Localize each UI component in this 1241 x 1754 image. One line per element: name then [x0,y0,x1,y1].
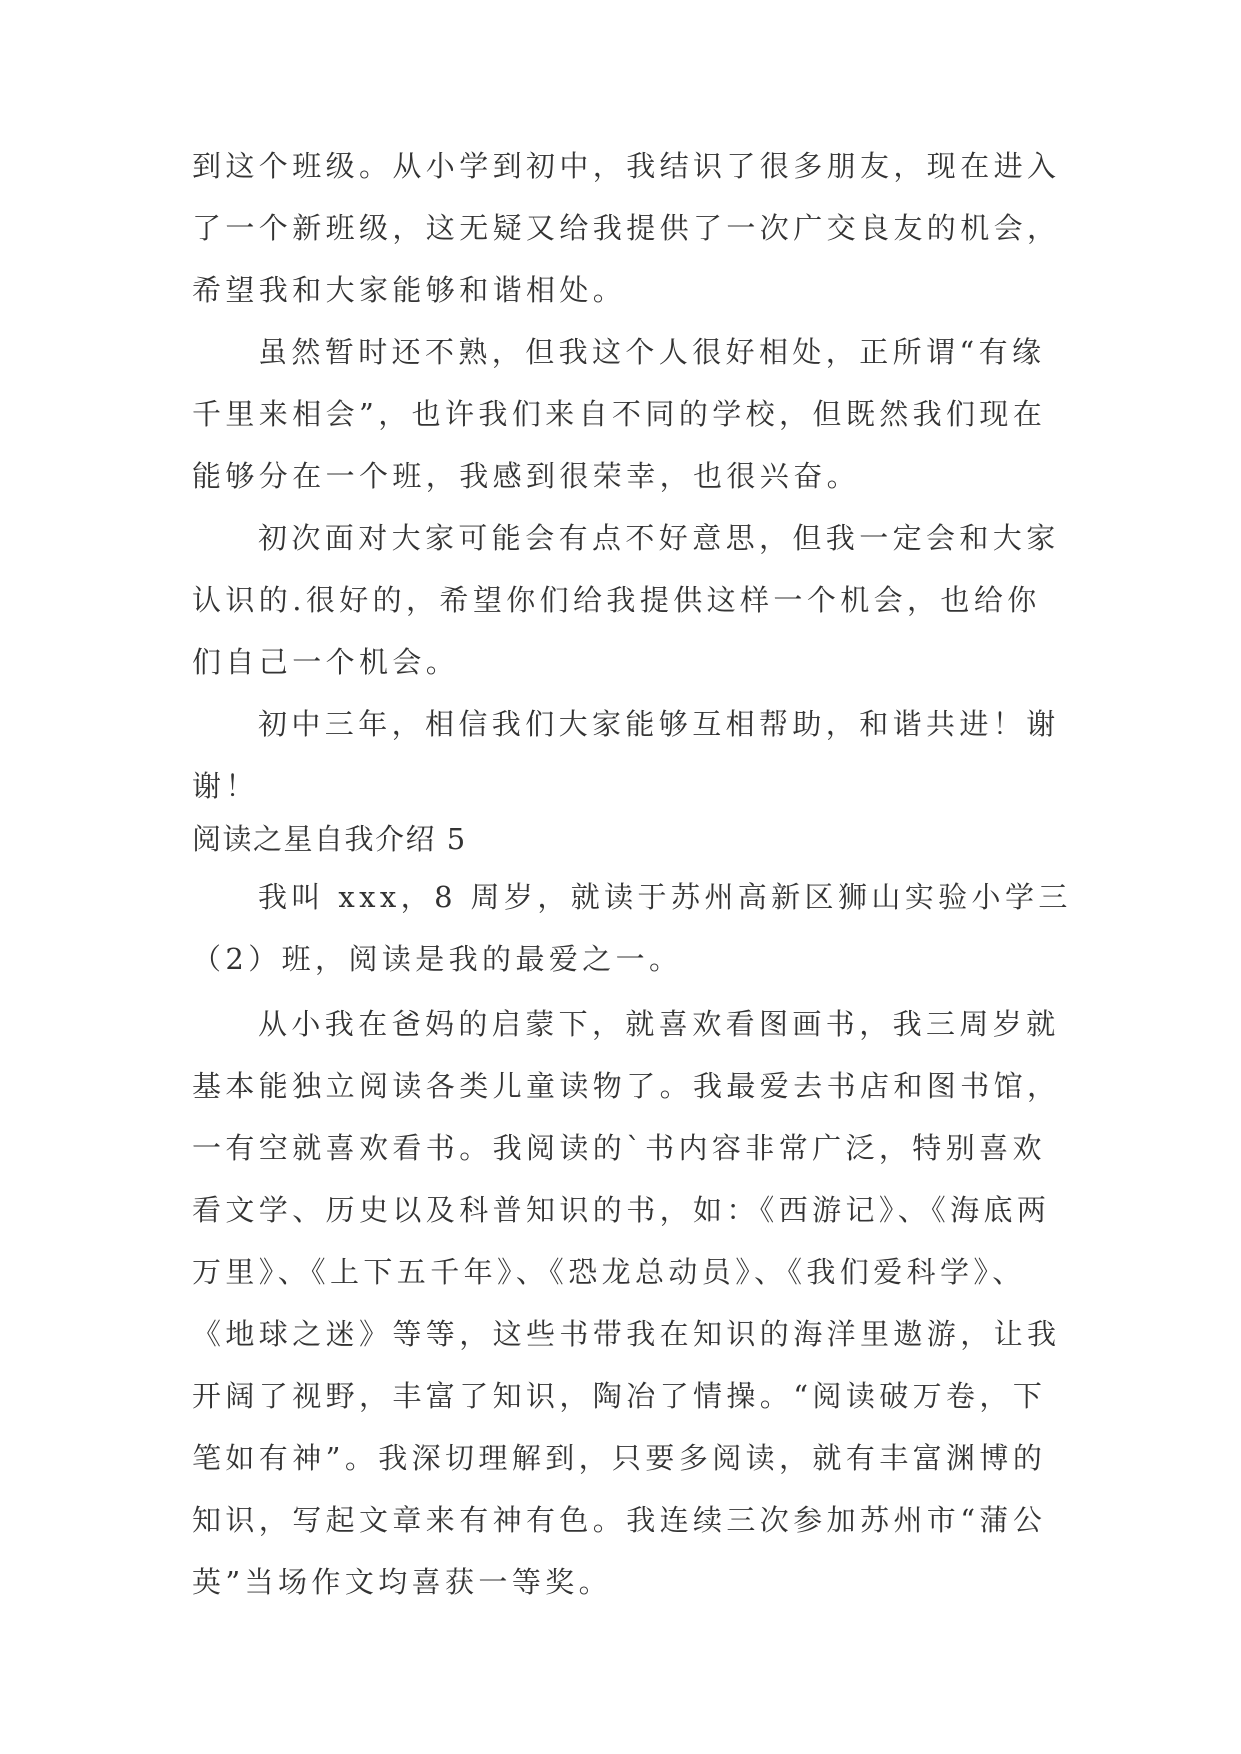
text-line: 了一个新班级，这无疑又给我提供了一次广交良友的机会， [192,211,1061,245]
paragraph-first-line: 初中三年，相信我们大家能够互相帮助，和谐共进！谢 [258,707,1060,741]
text-line: 看文学、历史以及科普知识的书，如：《西游记》、《海底两 [192,1193,1051,1227]
text-line: 谢！ [192,769,259,803]
text-line: 英”当场作文均喜获一等奖。 [192,1565,613,1599]
section-heading: 阅读之星自我介绍 5 [192,822,467,856]
text-line: 能够分在一个班，我感到很荣幸，也很兴奋。 [192,459,861,493]
text-line: 知识，写起文章来有神有色。我连续三次参加苏州市“蒲公 [192,1503,1047,1537]
paragraph-first-line: 我叫 xxx，8 周岁，就读于苏州高新区狮山实验小学三 [258,880,1072,914]
text-line: （2）班，阅读是我的最爱之一。 [192,942,683,976]
text-line: 《地球之迷》等等，这些书带我在知识的海洋里遨游，让我 [192,1317,1061,1351]
text-line: 基本能独立阅读各类儿童读物了。我最爱去书店和图书馆， [192,1069,1061,1103]
text-line: 万里》、《上下五千年》、《恐龙总动员》、《我们爱科学》、 [192,1255,1026,1289]
text-line: 笔如有神”。我深切理解到，只要多阅读，就有丰富渊博的 [192,1441,1047,1475]
text-line: 一有空就喜欢看书。我阅读的`书内容非常广泛，特别喜欢 [192,1131,1046,1165]
text-line: 们自己一个机会。 [192,645,460,679]
paragraph-first-line: 虽然暂时还不熟，但我这个人很好相处，正所谓“有缘 [258,335,1046,369]
text-line: 希望我和大家能够和谐相处。 [192,273,627,307]
text-line: 到这个班级。从小学到初中，我结识了很多朋友，现在进入 [192,149,1061,183]
text-line: 开阔了视野，丰富了知识，陶冶了情操。“阅读破万卷，下 [192,1379,1047,1413]
text-line: 千里来相会”，也许我们来自不同的学校，但既然我们现在 [192,397,1047,431]
paragraph-first-line: 从小我在爸妈的启蒙下，就喜欢看图画书，我三周岁就 [258,1007,1060,1041]
text-line: 认识的.很好的，希望你们给我提供这样一个机会，也给你 [192,583,1041,617]
paragraph-first-line: 初次面对大家可能会有点不好意思，但我一定会和大家 [258,521,1060,555]
